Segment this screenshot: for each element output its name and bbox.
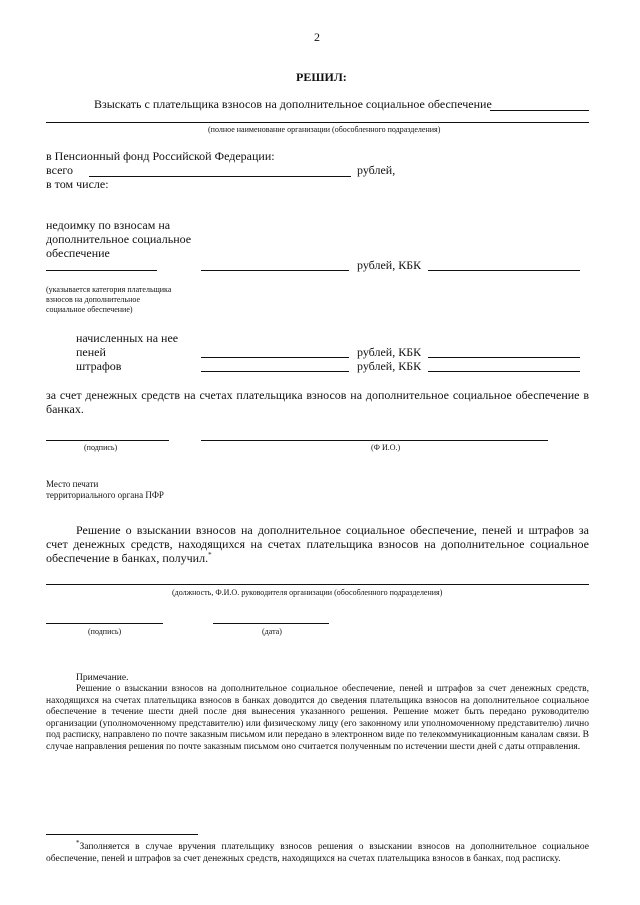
signature-field-2[interactable] — [46, 623, 163, 624]
arrears-line-1: недоимку по взносам на — [46, 218, 171, 232]
category-note-3: социальное обеспечение) — [46, 305, 133, 314]
date-field[interactable] — [213, 623, 329, 624]
arrears-line-2: дополнительное социальное — [46, 232, 192, 246]
signature-field[interactable] — [46, 440, 169, 441]
heading: РЕШИЛ: — [296, 70, 347, 84]
footnote-mark: * — [76, 838, 80, 847]
received-text: Решение о взыскании взносов на дополнительное социальное обеспечение, пеней и штрафов за счет денежных средств, находящихся на счетах плательщика взносов на дополнительное социальное обеспечение в банках, получил.* — [46, 523, 589, 565]
date-caption: (дата) — [262, 627, 282, 636]
asterisk-mark: * — [208, 551, 212, 559]
including-label: в том числе: — [46, 177, 109, 191]
footnote-separator — [46, 834, 198, 835]
org-name-field[interactable] — [46, 122, 589, 123]
footnote: *Заполняется в случае вручения плательщику взносов решения о взыскании взносов на дополнительное социальное обеспечение, пеней и штрафов за счет денежных средств, находящихся на счетах плательщика взносов в банках, под расписку. — [46, 838, 589, 864]
total-label: всего — [46, 163, 74, 177]
position-field[interactable] — [46, 584, 589, 585]
arrears-kbk-field[interactable] — [428, 270, 580, 271]
org-caption: (полное наименование организации (обособленного подразделения) — [208, 125, 441, 134]
fines-amount-field[interactable] — [201, 371, 349, 372]
arrears-amount-field[interactable] — [201, 270, 349, 271]
fines-kbk-field[interactable] — [428, 371, 580, 372]
signature-caption: (подпись) — [84, 443, 118, 452]
fines-rub-kbk: рублей, КБК — [357, 359, 422, 373]
recover-line: Взыскать с плательщика взносов на дополнительное социальное обеспечение — [94, 97, 492, 111]
category-note-2: взносов на дополнительное — [46, 295, 140, 304]
signature-caption-2: (подпись) — [88, 627, 122, 636]
note-text: Решение о взыскании взносов на дополнительное социальное обеспечение, пеней и штрафов за счет денежных средств, находящихся на счетах плательщика взносов в банках доводится до сведения плательщика взносов на дополнительное социальное обеспечение в течение шести дней после дня вынесения указанного решения. Решение может быть передано руководителю организации (уполномоченному представителю) или физическому лицу (его законному или уполномоченному представителю) лично под расписку, направлено по почте заказным письмом или передано в электронном виде по телекоммуникационным каналам связи. В случае направления решения по почте заказным письмом оно считается полученным по истечении шести дней с даты отправления. — [46, 684, 589, 752]
category-field[interactable] — [46, 270, 157, 271]
org-name-field-tail[interactable] — [490, 110, 589, 111]
penalties-amount-field[interactable] — [201, 357, 349, 358]
fio-caption: (Ф И.О.) — [371, 443, 401, 452]
fines-label: штрафов — [76, 359, 122, 373]
arrears-line-3: обеспечение — [46, 246, 110, 260]
seal-line-2: территориального органа ПФР — [46, 490, 164, 500]
position-caption: (должность, Ф.И.О. руководителя организации (обособленного подразделения) — [172, 588, 443, 597]
penalties-kbk-field[interactable] — [428, 357, 580, 358]
arrears-rub-kbk: рублей, КБК — [357, 258, 422, 272]
penalties-label: пеней — [76, 345, 106, 359]
total-amount-field[interactable] — [89, 176, 351, 177]
page-number: 2 — [314, 30, 320, 44]
seal-line-1: Место печати — [46, 479, 99, 489]
category-note-1: (указывается категория плательщика — [46, 285, 172, 294]
rub-comma: рублей, — [357, 163, 396, 177]
funds-text: за счет денежных средств на счетах плательщика взносов на дополнительное социальное обеспечение в банках. — [46, 388, 589, 416]
accrued-label: начисленных на нее — [76, 331, 179, 345]
note-title: Примечание. — [76, 673, 129, 683]
fio-field[interactable] — [201, 440, 548, 441]
penalties-rub-kbk: рублей, КБК — [357, 345, 422, 359]
pfr-line: в Пенсионный фонд Российской Федерации: — [46, 149, 275, 163]
